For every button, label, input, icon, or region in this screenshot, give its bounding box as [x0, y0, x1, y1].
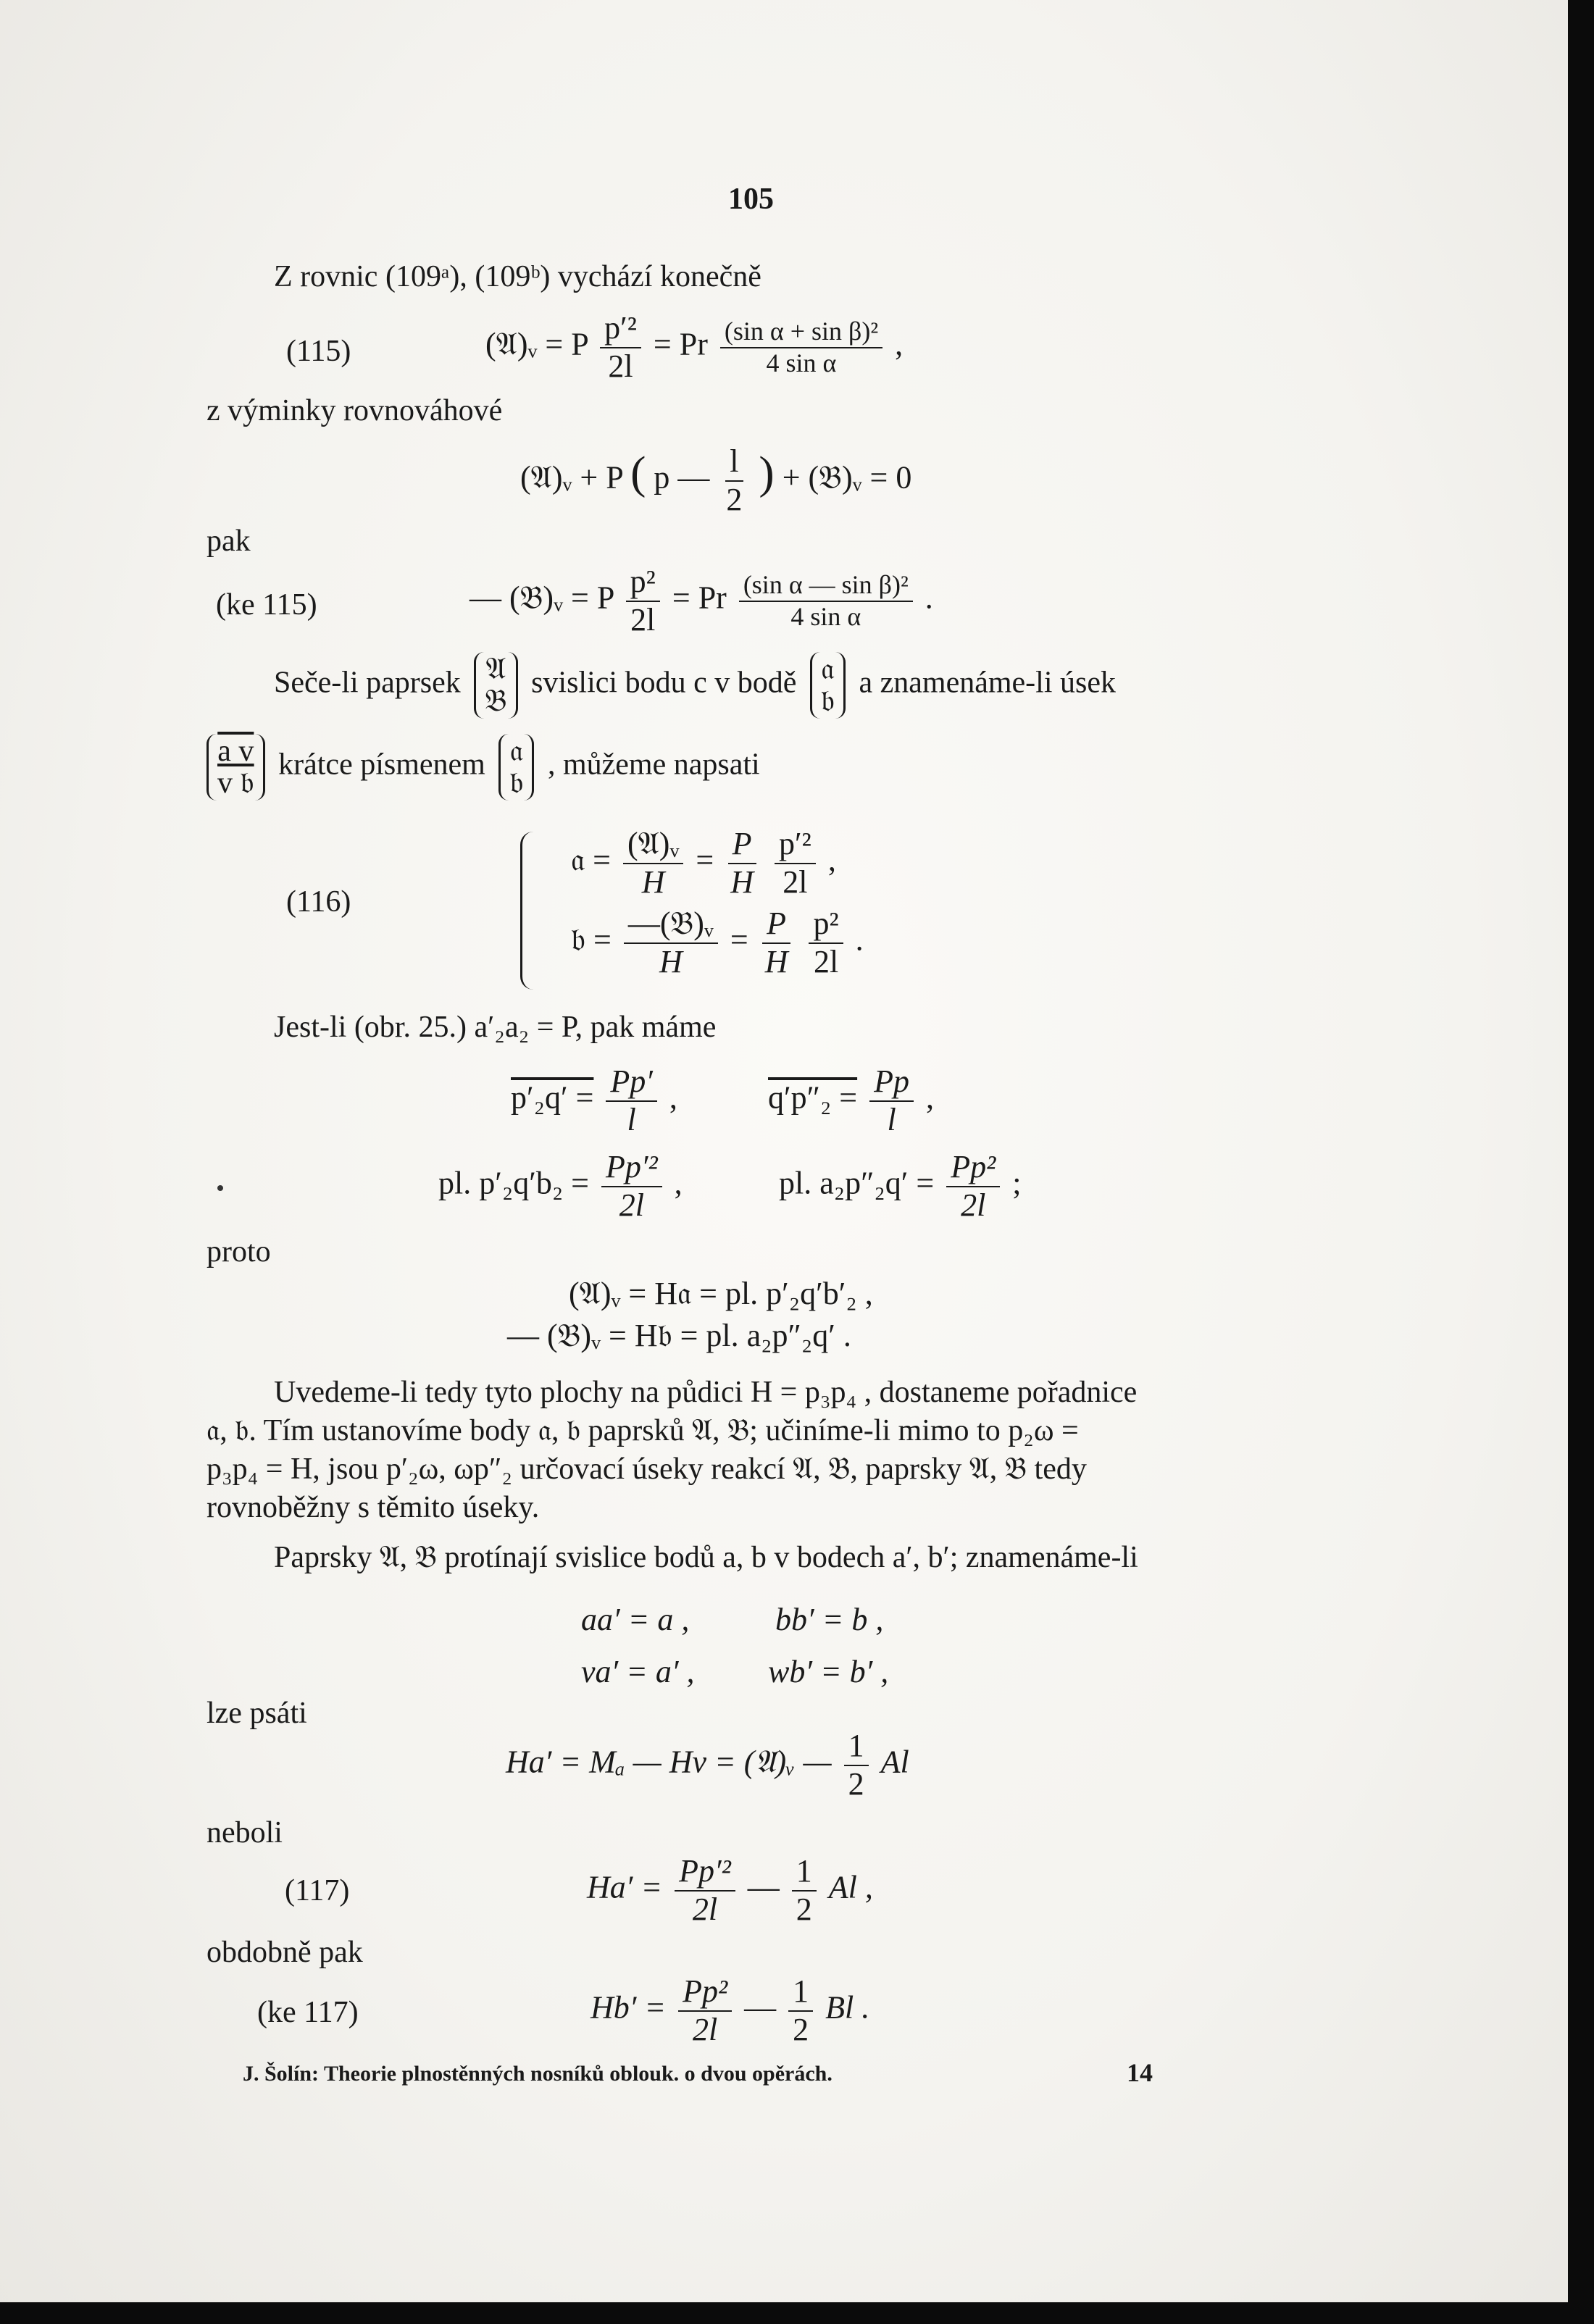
stray-dot	[217, 1185, 223, 1191]
eq116-r2-num3: p²	[809, 906, 843, 944]
eq117b-num1: Pp²	[678, 1973, 732, 2012]
kratce-t1: krátce písmenem	[278, 748, 485, 782]
brace-ab2-top: 𝔞	[509, 735, 524, 768]
eq115b-lhs: — (𝔅)ᵥ = P	[470, 580, 614, 616]
footer-sheet-number: 14	[1127, 2058, 1153, 2087]
eq115b-den1: 2l	[630, 601, 656, 638]
equation-ha	[506, 1728, 909, 1802]
eq116-r1-num2: P	[728, 826, 756, 864]
eq115b-label: (ke 115)	[216, 588, 317, 622]
scan-edge-bottom	[0, 2302, 1594, 2324]
bal-num: l	[725, 443, 743, 482]
eq115-end: ,	[895, 326, 904, 362]
pq-b-lhs: q′p″₂ =	[768, 1079, 858, 1116]
eq116-r2-num1: —(𝔅)ᵥ	[624, 906, 718, 944]
brace-AB	[474, 652, 517, 719]
seceli-t1: Seče-li paprsek	[274, 666, 461, 700]
eq115b-end: .	[925, 580, 933, 616]
ha-num: 1	[844, 1728, 869, 1766]
eq115b-den2: 4 sin α	[790, 601, 861, 631]
eq117b-den2: 2	[793, 2011, 809, 2047]
bal-paren-open: (	[630, 446, 646, 498]
equation-va: va′ = a′ ,	[581, 1654, 695, 1689]
bal-den: 2	[726, 481, 743, 517]
pq-b-end: ,	[926, 1079, 934, 1116]
pl-b-den: 2l	[961, 1187, 986, 1223]
eq117b-mid: —	[744, 1989, 777, 2026]
equation-proto-2: — (𝔅)ᵥ = H𝔟 = pl. a₂p″₂q′ .	[507, 1318, 851, 1353]
eq116-r1-lhs: 𝔞 =	[571, 842, 611, 878]
equation-proto-1: (𝔄)ᵥ = H𝔞 = pl. p′₂q′b′₂ ,	[569, 1276, 873, 1311]
eq116-r2-eq: =	[730, 921, 748, 958]
equation-116-row1	[571, 826, 836, 900]
pq-a-lhs: p′₂q′ =	[511, 1079, 594, 1116]
equation-balance	[520, 443, 911, 518]
equation-pl-a	[438, 1149, 683, 1224]
eq117b-label: (ke 117)	[257, 1996, 359, 2029]
eq115-num2: (sin α + sin β)²	[720, 317, 882, 348]
para1-line2: 𝔞, 𝔟. Tím ustanovíme body 𝔞, 𝔟 paprsků 𝔄, 𝔅; učiníme-li mimo to p₂ω =	[206, 1414, 1079, 1447]
ha-end: Al	[880, 1744, 909, 1780]
pl-a-num: Pp′²	[601, 1149, 662, 1187]
eq115b-num1: p²	[626, 564, 660, 602]
eq115-mid: = Pr	[653, 326, 708, 362]
equation-115	[485, 310, 903, 385]
brace-ab2	[498, 734, 534, 801]
proto-label: proto	[206, 1235, 271, 1268]
eq116-r1-den1: H	[641, 864, 665, 900]
brace-av	[206, 734, 265, 801]
intro-line: Z rovnic (109ᵃ), (109ᵇ) vychází konečně	[274, 260, 761, 293]
eq117-lhs: Ha′ =	[587, 1869, 663, 1905]
pq-a-den: l	[627, 1101, 636, 1137]
bal-paren-close: )	[759, 446, 775, 498]
obdobne-label: obdobně pak	[206, 1936, 363, 1969]
pq-a-num: Pp′	[606, 1063, 657, 1102]
equation-115b	[470, 564, 933, 638]
eq116-r2-num2: P	[762, 906, 790, 944]
brace-ab-bottom: 𝔟	[820, 685, 835, 719]
brace-ab2-bottom: 𝔟	[509, 766, 524, 801]
eq115-label: (115)	[286, 335, 351, 368]
brace-av-top: a v	[217, 735, 254, 768]
equation-aa: aa′ = a ,	[581, 1602, 690, 1637]
pl-b-end: ;	[1012, 1165, 1022, 1201]
equation-pq-a	[511, 1063, 677, 1138]
pq-b-den: l	[887, 1101, 896, 1137]
pl-a-den: 2l	[619, 1187, 644, 1223]
eq115-lhs: (𝔄)ᵥ = P	[485, 326, 588, 362]
equation-pq-b	[768, 1063, 934, 1138]
eq116-r1-num1: (𝔄)ᵥ	[623, 826, 683, 864]
footer-citation: J. Šolín: Theorie plnostěnných nosníků oblouk. o dvou opěrách.	[243, 2062, 833, 2086]
eq115b-num2: (sin α — sin β)²	[739, 570, 913, 601]
pl-b-lhs: pl. a₂p″₂q′ =	[779, 1165, 935, 1201]
bal-right: + (𝔅)ᵥ = 0	[782, 459, 912, 496]
eq117-mid: —	[747, 1869, 780, 1905]
ha-den: 2	[848, 1765, 864, 1802]
equation-117b	[591, 1973, 869, 2048]
eq115b-mid: = Pr	[672, 580, 727, 616]
ha-lhs: Ha′ = Mₐ — Hv = (𝔄)ᵥ —	[506, 1744, 832, 1780]
brace-ab-top: 𝔞	[821, 653, 835, 686]
eq117-label: (117)	[285, 1874, 350, 1907]
para2-line: Paprsky 𝔄, 𝔅 protínají svislice bodů a, b v bodech a′, b′; znamenáme-li	[274, 1541, 1138, 1574]
eq115-num1: p′²	[600, 310, 641, 348]
bal-left: (𝔄)ᵥ + P	[520, 459, 623, 496]
eq116-r1-end: ,	[827, 842, 836, 878]
equation-116-row2	[571, 906, 864, 980]
pl-b-num: Pp²	[946, 1149, 1000, 1187]
equation-bb: bb′ = b ,	[775, 1602, 884, 1637]
seceli-t3: a znamenáme-li úsek	[859, 666, 1116, 700]
brace-ab	[810, 652, 846, 719]
eq116-r1-eq: =	[696, 842, 714, 878]
eq116-r1-num3: p′²	[775, 826, 816, 864]
eq116-brace	[520, 832, 537, 990]
eq117b-num2: 1	[788, 1973, 813, 2012]
brace-av-bottom: v 𝔟	[217, 766, 254, 801]
eq117b-end: Bl .	[825, 1989, 870, 2026]
jestli-line: Jest-li (obr. 25.) a′₂a₂ = P, pak máme	[274, 1011, 717, 1044]
pq-a-end: ,	[669, 1079, 677, 1116]
eq116-r2-den1: H	[659, 943, 683, 979]
brace-AB-top: 𝔄	[485, 653, 506, 686]
eq117-den2: 2	[796, 1891, 812, 1927]
eq117-num2: 1	[792, 1853, 817, 1892]
bal-p: p —	[654, 459, 710, 496]
eq117-end: Al ,	[828, 1869, 873, 1905]
para1-line4: rovnoběžny s těmito úseky.	[206, 1491, 540, 1524]
equation-117	[587, 1853, 873, 1928]
pl-a-lhs: pl. p′₂q′b₂ =	[438, 1165, 589, 1201]
seceli-t2: svislici bodu c v bodě	[531, 666, 797, 700]
para1-line1: Uvedeme-li tedy tyto plochy na půdici H = p₃p₄ , dostaneme pořadnice	[274, 1376, 1138, 1409]
eq117-num1: Pp′²	[675, 1853, 735, 1892]
eq116-r1-den3: 2l	[783, 864, 808, 900]
eq117-den1: 2l	[692, 1891, 718, 1927]
brace-AB-bottom: 𝔅	[485, 685, 507, 719]
eq116-r2-lhs: 𝔟 =	[571, 921, 612, 958]
cond-intro: z výminky rovnováhové	[206, 394, 503, 427]
pak-label: pak	[206, 524, 251, 558]
eq116-r2-den2: H	[764, 943, 788, 979]
eq115-den2: 4 sin α	[766, 348, 837, 377]
para-seceli	[274, 652, 1116, 719]
scan-edge-right	[1568, 0, 1594, 2324]
equation-pl-b	[779, 1149, 1022, 1224]
equation-wb: wb′ = b′ ,	[768, 1654, 889, 1689]
eq115-den1: 2l	[608, 348, 633, 384]
neboli-label: neboli	[206, 1816, 283, 1849]
eq117b-den1: 2l	[693, 2011, 718, 2047]
pl-a-end: ,	[674, 1165, 683, 1201]
para-kratce	[206, 734, 760, 801]
pq-b-num: Pp	[869, 1063, 914, 1102]
eq117b-lhs: Hb′ =	[591, 1989, 667, 2026]
kratce-t2: , můžeme napsati	[547, 748, 760, 782]
eq116-r2-end: .	[855, 921, 864, 958]
lze-psati-label: lze psáti	[206, 1697, 307, 1730]
para1-line3: p₃p₄ = H, jsou p′₂ω, ωp″₂ určovací úseky reakcí 𝔄, 𝔅, paprsky 𝔄, 𝔅 tedy	[206, 1452, 1087, 1486]
eq116-label: (116)	[286, 885, 351, 919]
page-number: 105	[728, 183, 774, 216]
eq116-r1-den2: H	[730, 864, 754, 900]
eq116-r2-den3: 2l	[813, 943, 839, 979]
